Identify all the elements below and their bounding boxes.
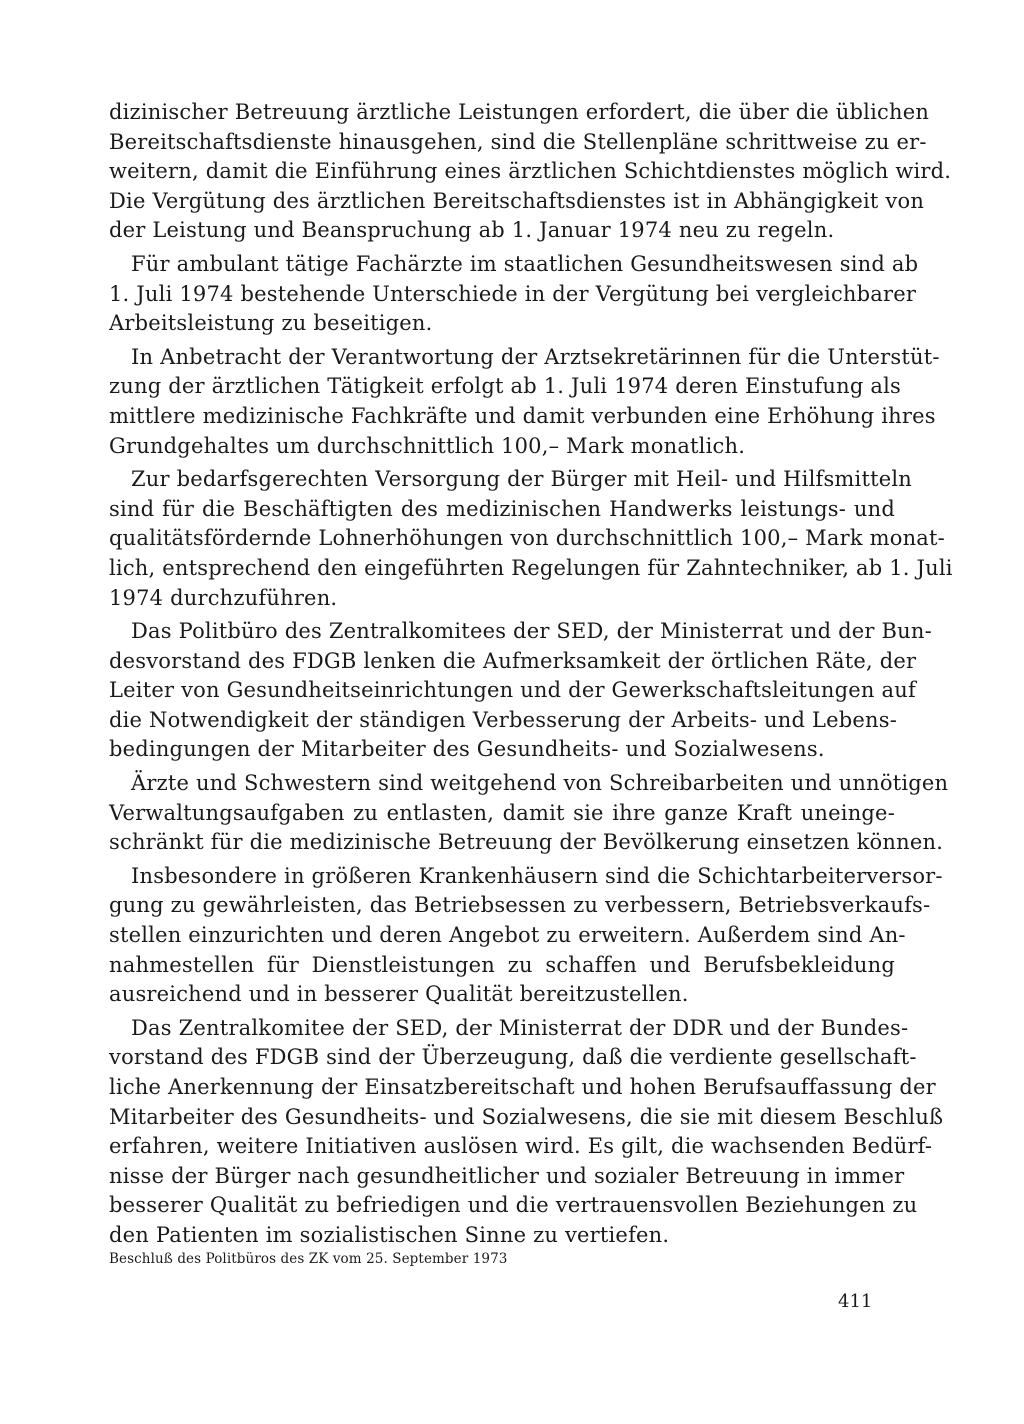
paragraph — [109, 98, 952, 246]
text-line: Mitarbeiter des Gesundheits- und Sozialwesens, die sie mit diesem Beschluß — [109, 1104, 944, 1129]
text-line: liche Anerkennung der Einsatzbereitschaft und hohen Berufsauffassung der — [109, 1075, 936, 1099]
paragraph — [109, 617, 932, 765]
text-line: Grundgehaltes um durchschnittlich 100,– Mark monatlich. — [109, 433, 746, 458]
paragraph — [109, 465, 953, 613]
text-line: der Leistung und Beanspruchung ab 1. Januar 1974 neu zu regeln. — [109, 218, 835, 243]
text-line: Verwaltungsaufgaben zu entlasten, damit sie ihre ganze Kraft uneinge- — [109, 800, 895, 825]
text-line: die Notwendigkeit der ständigen Verbesserung der Arbeits- und Lebens- — [109, 707, 898, 732]
text-line: zung der ärztlichen Tätigkeit erfolgt ab 1. Juli 1974 deren Einstufung als — [109, 374, 902, 399]
source-footnote: Beschluß des Politbüros des ZK vom 25. September 1973 — [109, 1251, 508, 1267]
text-line: weitern, damit die Einführung eines ärztlichen Schichtdienstes möglich wird. — [109, 159, 952, 184]
text-line: erfahren, weitere Initiativen auslösen wird. Es gilt, die wachsenden Bedürf- — [109, 1134, 933, 1159]
text-line: Das Zentralkomitee der SED, der Ministerrat der DDR und der Bundes- — [131, 1015, 909, 1040]
text-line: besserer Qualität zu befriedigen und die vertrauensvollen Beziehungen zu — [109, 1193, 918, 1218]
text-line: vorstand des FDGB sind der Überzeugung, daß die verdiente gesellschaft- — [109, 1045, 917, 1070]
text-line: den Patienten im sozialistischen Sinne zu vertiefen. — [109, 1222, 670, 1247]
paragraph — [109, 343, 940, 461]
text-line: mittlere medizinische Fachkräfte und damit verbunden eine Erhöhung ihres — [109, 403, 936, 428]
paragraph — [109, 1014, 944, 1251]
text-line: Insbesondere in größeren Krankenhäusern sind die Schichtarbeiterversor- — [131, 863, 943, 888]
body-text — [109, 98, 953, 1251]
text-line: 1974 durchzuführen. — [109, 585, 338, 610]
text-line: nisse der Bürger nach gesundheitlicher und sozialer Betreuung in immer — [109, 1163, 905, 1188]
text-line: Bereitschaftsdienste hinausgehen, sind die Stellenpläne schrittweise zu er- — [109, 129, 927, 154]
paragraph — [109, 250, 919, 339]
text-line: Ärzte und Schwestern sind weitgehend von Schreibarbeiten und unnötigen — [131, 771, 949, 796]
text-line: gung zu gewährleisten, das Betriebsessen zu verbessern, Betriebsverkaufs- — [109, 893, 931, 918]
text-line: dizinischer Betreuung ärztliche Leistungen erfordert, die über die üblichen — [109, 100, 930, 124]
text-line: Zur bedarfsgerechten Versorgung der Bürger mit Heil- und Hilfsmitteln — [131, 467, 913, 492]
text-line: Das Politbüro des Zentralkomitees der SED, der Ministerrat und der Bun- — [131, 619, 932, 644]
text-line: nahmestellen für Dienstleistungen zu schaffen und Berufsbekleidung — [109, 952, 895, 977]
page-number: 411 — [838, 1291, 873, 1312]
text-line: Für ambulant tätige Fachärzte im staatlichen Gesundheitswesen sind ab — [131, 251, 919, 276]
paragraph — [109, 769, 949, 858]
text-line: Leiter von Gesundheitseinrichtungen und der Gewerkschaftsleitungen auf — [109, 678, 916, 703]
text-line: ausreichend und in besserer Qualität bereitzustellen. — [109, 982, 689, 1007]
text-line: bedingungen der Mitarbeiter des Gesundheits- und Sozialwesens. — [109, 737, 825, 762]
text-line: In Anbetracht der Verantwortung der Arztsekretärinnen für die Unterstüt- — [131, 344, 940, 369]
text-line: 1. Juli 1974 bestehende Unterschiede in der Vergütung bei vergleichbarer — [109, 281, 917, 306]
text-line: schränkt für die medizinische Betreuung der Bevölkerung einsetzen können. — [109, 830, 944, 855]
paragraph — [109, 862, 943, 1010]
text-line: lich, entsprechend den eingeführten Regelungen für Zahntechniker, ab 1. Juli — [109, 555, 953, 580]
text-line: stellen einzurichten und deren Angebot zu erweitern. Außerdem sind An- — [109, 923, 906, 948]
text-line: Die Vergütung des ärztlichen Bereitschaftsdienstes ist in Abhängigkeit von — [109, 188, 925, 213]
text-line: sind für die Beschäftigten des medizinischen Handwerks leistungs- und — [109, 496, 895, 521]
text-line: Arbeitsleistung zu beseitigen. — [109, 311, 433, 336]
text-line: desvorstand des FDGB lenken die Aufmerksamkeit der örtlichen Räte, der — [109, 648, 917, 673]
text-line: qualitätsfördernde Lohnerhöhungen von durchschnittlich 100,– Mark monat- — [109, 526, 945, 551]
